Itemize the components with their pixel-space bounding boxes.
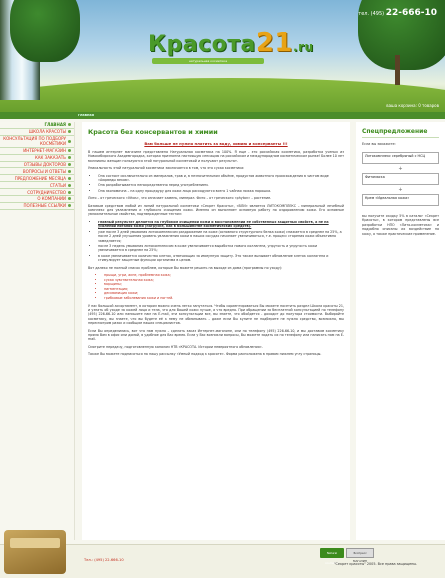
bullet-icon [68,149,71,152]
problems-list [104,273,344,301]
plus-sign: + [398,187,403,193]
nav-label: КОНСУЛЬТАЦИЯ ПО ПОДБОРУ КОСМЕТИКИ [3,136,66,147]
offer-description: вы получите скидку 5% в каталог «Секрет Красоты», в котором представлены все разработки НПО «Лито-косметика» и подробно описаны их воздействие на кожу, а также практические применение. [362,214,439,236]
paragraph: Вот далеко не полный список проблем, которые Вы можете решить на выходе из дома (программы по уходу): [88,265,283,270]
list-item: • главный результат делается на глубоком очищении кожи и восстановлении ее собственных защитных свойств, а не на усилении питания кожи (нагрузке, как в большинстве косметических средств). [98,220,344,229]
list-item: • Она экономична – на одну процедуру для кожи лица расходуются всего 1 чайная ложка порошка. [98,189,344,193]
bullet-icon [68,140,71,143]
tree-image-left [10,0,80,62]
paragraph: Базовым средством любой из линий натуральной косметики «Секрет Красоты», «ВЛИ» является ЛИТОКОМПЛЕКС – минеральный лечебный комплекс для увлажнения и глубокого очищения кожи. Именно он выполняет основную работу по оздоровлению кожи. Его основные увлажнительные свойства, подтвержденные тестом: [88,203,344,217]
offer-product[interactable]: Фитомаска [362,173,439,185]
features-list [98,174,344,194]
logo[interactable] [148,28,314,68]
header-hill [0,78,445,112]
bullet-icon [68,191,71,194]
nav-label: ВОПРОСЫ И ОТВЕТЫ [22,168,66,174]
nav-item-order[interactable] [0,155,74,162]
express-badge[interactable]: Экспресс МАГАЗИН [346,548,374,558]
bullet-icon [68,197,71,200]
paragraph: У нас большой ассортимент, в котором можно очень легко запутаться. Чтобы сориентироваться Вы можете посетить раздел Школа красоты 21, и узнать об уходе за кожей лица и тела, что для Вашей кожи лучше, а что вредно. При обращении за бесплатной консультацией по телефону (495) 226-66-10 или напишите нам на E-mail, эти консультации все, вы знаете, что обойдется - доходит до полутора стоимости. Выбирайте косметику, вы знаете, что вы будете её к нему не обманывать – даже если Вы купите не подберите не нужно средство, возможно, мы пересмотрим разок и сообщим наших специалистов. [88,303,344,326]
nav-label: ПРЕДЛОЖЕНИЕ МЕСЯЦА [14,175,66,181]
nav-label: О КОМПАНИИ [37,196,66,202]
nav-item-about[interactable] [0,196,74,203]
bullet-icon [68,156,71,159]
special-offer-title: Спецпредложение [362,128,439,138]
tree-trunk [395,55,400,85]
logo-subtitle: натуральная косметика [152,58,264,64]
nav-item-faq[interactable] [0,168,74,175]
nav-label: ГЛАВНАЯ [44,122,66,128]
bullet-icon [68,204,71,207]
problem-link[interactable]: • сухая чувствительная кожа; [104,278,344,283]
bullet-icon [68,163,71,166]
nav-label: ОТЗЫВЫ ДОКТОРОВ [23,162,66,167]
list-item: • в коже увеличивается количество клеток, отвечающих за иммунную защиту. Это также вызывает обновление клеток коллагена и стимулирует защитные функции организма в целом. [98,254,344,263]
problem-link[interactable]: • морщины; [104,282,344,287]
offer-product[interactable]: Крем «Идеальная кожа» [362,194,439,206]
header-phone [358,8,437,18]
bullet-icon [68,123,71,126]
nav-label: СТАТЬИ [49,182,66,188]
header [0,0,445,112]
nav-item-shop[interactable] [0,148,74,155]
right-sidebar [356,122,445,540]
topbar [0,112,445,119]
phone-code: тел. (495) [358,11,385,17]
list-item: • Она разрабатывается непосредственно перед употреблением. [98,183,344,187]
footer-phone: Тел.: (495) 22-666-10 [84,558,124,562]
intro-text: Вам больше не нужно платить за воду, химию и консерванты !!! [144,141,288,146]
paragraph: В нашем интернет магазине представлена Натуральная косметика на 100%. Я еще - это российская косметика, разработка ученых из Новосибирского Академгородка, которая признанна настоящую сенсацию на российском и международном косметическом рынке! Более 10 лет миллионы женщин пользуются этой натуральной косметикой и получают результат. [88,150,344,163]
nav-item-home[interactable] [0,122,74,129]
nav-item-partners[interactable] [0,189,74,196]
list-item: • Она состоит исключительно из минералов, трав и, в незначительном объёме, продуктов животного происхождения в чистом виде «Аюрведы веков». [98,174,344,183]
natural-badge[interactable]: Natural cosmetics [320,548,344,558]
nav-item-reviews[interactable] [0,162,74,169]
nav-label: КАК ЗАКАЗАТЬ [34,155,66,161]
nav-item-links[interactable] [0,203,74,210]
nav-item-articles[interactable] [0,182,74,189]
properties-list [98,220,344,263]
home-link[interactable]: главная [78,113,94,117]
product-lid [10,538,60,548]
plus-sign: + [398,166,403,172]
logo-domain: .ru [293,40,314,54]
bullet-icon [68,177,71,180]
nav-item-school[interactable] [0,129,74,136]
bullet-icon [68,170,71,173]
list-item: • после 3 недель умывания литокомплексом в коже увеличивается выработка нового коллагена, упругость и упругость кожи увеличивается в среднем на 25%; [98,244,344,253]
product-image [4,530,66,574]
nav-item-offer[interactable] [0,175,74,182]
logo-text [148,28,314,58]
phone-number: 22-666-10 [385,8,437,18]
problem-link[interactable]: • пигментация; [104,287,344,292]
bullet-icon [68,130,71,133]
main-content [82,122,350,540]
paragraph: Смотрите передачу, подготовленную каналом НТВ «КРАСОТА. Истории невероятного обновления». [88,344,263,349]
left-nav [0,122,75,540]
list-item: • уже после 3 дней умывания литокомплексом раздражение на коже (основного структурного белка кожи) снижается в среднем на 25%, а после 2 дней улучшения уровень увлажнения кожи в наших сосудах начинает увеличиваться, т.е. процесс старения кожи объективно замедляется; [98,230,344,243]
nav-item-consult[interactable] [0,136,74,148]
bullet-icon [68,184,71,187]
offer-product[interactable]: Литокомплекс серебряный с НСЦ [362,152,439,164]
logo-number: 21 [255,28,294,58]
paragraph: Если Вы определились, вот что нам нужно – сделать заказ Интернет-магазине, или по телефону (495) 226-66-10, и мы доставим косметику прямо Вам в офис или домой, в удобное для Вас время. Если у Вас возникли вопросы, Вы можете задать их по телефону или написать нам на E-mail. [88,328,344,342]
copyright: "Секрет красоты" 2005. Все права защищены. [334,562,418,566]
footer [0,544,445,578]
nav-label: ШКОЛА КРАСОТЫ [28,129,66,135]
paragraph: Лито – от греческого «lithos», что означает камень, минерал. Фито – от греческого «phyton» – растение. [88,196,272,201]
paragraph: Также Вы можете подписаться на нашу рассылку «Умный подход к красоте». Форма расположена в правом нижнем углу страницы. [88,352,322,357]
problem-link[interactable]: • грибковые заболевания кожи и ногтей. [104,296,344,301]
nav-label: ИНТЕРНЕТ-МАГАЗИН [23,148,66,154]
page-title: Красота без консервантов и химии [88,128,218,136]
offer-label: Если вы закажите: [362,142,396,146]
problem-link[interactable]: • десквамация кожи; [104,291,344,296]
basket-link[interactable]: ваша корзина: 0 товаров [386,103,439,108]
logo-main: Красота [148,32,256,57]
problem-link[interactable]: • прыщи, угри, акне, проблемная кожа; [104,273,344,278]
nav-label: СОТРУДНИЧЕСТВО [27,189,66,195]
nav-label: ПОЛЕЗНЫЕ ССЫЛКИ [23,203,66,209]
paragraph: Уникальность этой натуральной косметики заключается в том, что это сухая косметика: [88,166,245,171]
